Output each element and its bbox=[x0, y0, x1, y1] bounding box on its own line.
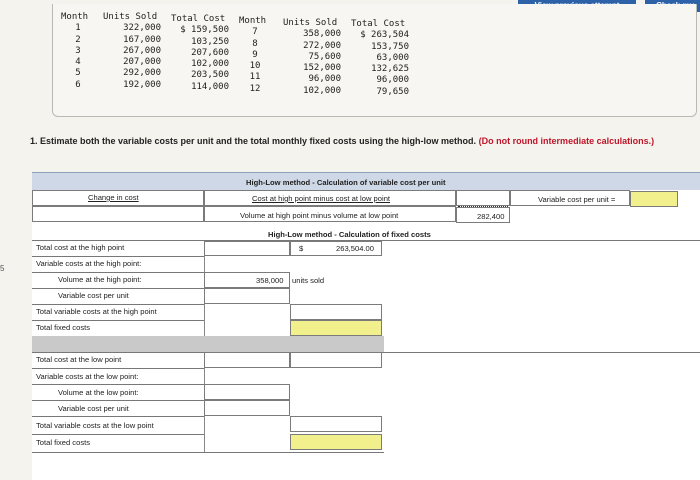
month-cell: 1 bbox=[75, 23, 81, 34]
high-variable-costs-label: Variable costs at the high point: bbox=[36, 259, 142, 268]
data-table-panel bbox=[52, 4, 697, 117]
cost-cell: 114,000 bbox=[191, 81, 229, 92]
low-fixed-costs-input[interactable] bbox=[290, 434, 382, 450]
row-divider bbox=[32, 256, 204, 257]
cost-cell: 102,000 bbox=[191, 59, 229, 70]
high-fixed-costs-input[interactable] bbox=[290, 320, 382, 336]
low-volume-label: Volume at the low point: bbox=[58, 388, 139, 397]
units-cell: 207,000 bbox=[123, 57, 161, 68]
row-divider bbox=[32, 288, 204, 289]
row-divider bbox=[32, 416, 204, 417]
side-mark: 5 bbox=[0, 264, 5, 273]
units-cell: 192,000 bbox=[123, 79, 161, 90]
high-total-cost-value: 263,504.00 bbox=[336, 244, 375, 253]
low-vcpu-label: Variable cost per unit bbox=[58, 404, 129, 413]
cost-cell: 132,625 bbox=[371, 64, 409, 75]
separator-bar bbox=[32, 336, 384, 352]
row-divider bbox=[32, 400, 204, 401]
month-cell: 10 bbox=[249, 61, 261, 72]
high-volume-label: Volume at the high point: bbox=[58, 275, 142, 284]
change-in-cost-label: Change in cost bbox=[88, 193, 139, 202]
high-volume-value: 358,000 bbox=[256, 276, 284, 285]
units-cell: 358,000 bbox=[303, 29, 341, 40]
row-divider bbox=[32, 368, 204, 369]
month-cell: 7 bbox=[252, 27, 258, 38]
high-total-cost-label: Total cost at the high point bbox=[36, 243, 125, 252]
column-header: Units Sold bbox=[103, 12, 158, 22]
units-cell: 152,000 bbox=[303, 63, 341, 74]
column-header: Month bbox=[239, 16, 267, 26]
column-header: Total Cost bbox=[171, 14, 226, 24]
left-month-column bbox=[61, 12, 95, 91]
cost-cell: 103,250 bbox=[191, 36, 229, 47]
month-cell: 12 bbox=[249, 83, 261, 94]
variable-cost-title: High-Low method - Calculation of variable cost per unit bbox=[246, 178, 446, 187]
row-divider bbox=[32, 384, 204, 385]
units-cell: 167,000 bbox=[123, 34, 161, 45]
right-month-column bbox=[239, 16, 271, 95]
left-units-column bbox=[103, 12, 161, 91]
column-header: Units Sold bbox=[283, 18, 338, 28]
row-divider bbox=[32, 452, 384, 453]
row-divider bbox=[32, 304, 204, 305]
right-cost-column bbox=[351, 19, 409, 98]
month-cell: 5 bbox=[75, 68, 81, 79]
variable-cost-per-unit-label: Variable cost per unit = bbox=[538, 195, 616, 204]
cost-cell: 207,600 bbox=[191, 47, 229, 58]
high-total-variable-input[interactable] bbox=[290, 304, 382, 320]
dollar-sign: $ bbox=[299, 244, 304, 253]
cost-cell: 153,750 bbox=[371, 41, 409, 52]
cost-cell: $ 159,500 bbox=[180, 25, 229, 36]
units-cell: 75,600 bbox=[308, 51, 341, 62]
low-variable-costs-label: Variable costs at the low point: bbox=[36, 372, 139, 381]
low-total-variable-input[interactable] bbox=[290, 416, 382, 432]
numerator-label: Cost at high point minus cost at low point bbox=[252, 194, 391, 203]
units-cell: 96,000 bbox=[308, 74, 341, 85]
month-cell: 9 bbox=[252, 49, 258, 60]
low-volume-input[interactable] bbox=[204, 384, 290, 400]
low-total-variable-label: Total variable costs at the low point bbox=[36, 421, 154, 430]
low-total-cost-label-input[interactable] bbox=[204, 352, 290, 368]
units-cell: 272,000 bbox=[303, 40, 341, 51]
volume-unit-label: units sold bbox=[292, 276, 325, 285]
month-cell: 3 bbox=[75, 45, 81, 56]
label-cell bbox=[32, 206, 204, 222]
left-cost-column bbox=[171, 14, 229, 93]
low-vcpu-input[interactable] bbox=[204, 400, 290, 416]
units-cell: 292,000 bbox=[123, 68, 161, 79]
row-divider bbox=[32, 434, 204, 435]
high-vcpu-input[interactable] bbox=[204, 288, 290, 304]
column-header: Month bbox=[61, 12, 89, 22]
cost-cell: 79,650 bbox=[376, 86, 409, 97]
question-note: (Do not round intermediate calculations.) bbox=[478, 136, 655, 146]
numerator-input[interactable] bbox=[456, 190, 510, 206]
cost-cell: 203,500 bbox=[191, 70, 229, 81]
fixed-cost-title: High-Low method - Calculation of fixed costs bbox=[268, 230, 431, 239]
question-prompt bbox=[30, 136, 670, 147]
low-total-cost-input[interactable] bbox=[290, 352, 382, 368]
month-cell: 8 bbox=[252, 38, 258, 49]
high-total-cost-label-input[interactable] bbox=[204, 241, 290, 256]
units-cell: 267,000 bbox=[123, 45, 161, 56]
low-total-cost-label: Total cost at the low point bbox=[36, 355, 122, 364]
denominator-label: Volume at high point minus volume at low point bbox=[240, 211, 399, 220]
high-total-variable-label: Total variable costs at the high point bbox=[36, 307, 157, 316]
cost-cell: $ 263,504 bbox=[360, 30, 409, 41]
high-vcpu-label: Variable cost per unit bbox=[58, 291, 129, 300]
denominator-value: 282,400 bbox=[477, 212, 505, 221]
month-cell: 6 bbox=[75, 79, 81, 90]
cost-cell: 63,000 bbox=[376, 52, 409, 63]
right-units-column bbox=[283, 18, 341, 97]
row-divider bbox=[32, 272, 204, 273]
units-cell: 102,000 bbox=[303, 85, 341, 96]
low-fixed-label: Total fixed costs bbox=[36, 438, 91, 447]
column-header: Total Cost bbox=[351, 19, 406, 29]
variable-cost-per-unit-input[interactable] bbox=[630, 191, 678, 207]
month-cell: 4 bbox=[75, 57, 81, 68]
high-fixed-label: Total fixed costs bbox=[36, 323, 91, 332]
units-cell: 322,000 bbox=[123, 23, 161, 34]
question-text: 1. Estimate both the variable costs per unit and the total monthly fixed costs using the high-low method. bbox=[30, 136, 477, 146]
month-cell: 11 bbox=[249, 72, 261, 83]
cost-cell: 96,000 bbox=[376, 75, 409, 86]
month-cell: 2 bbox=[75, 34, 81, 45]
row-divider bbox=[32, 320, 204, 321]
